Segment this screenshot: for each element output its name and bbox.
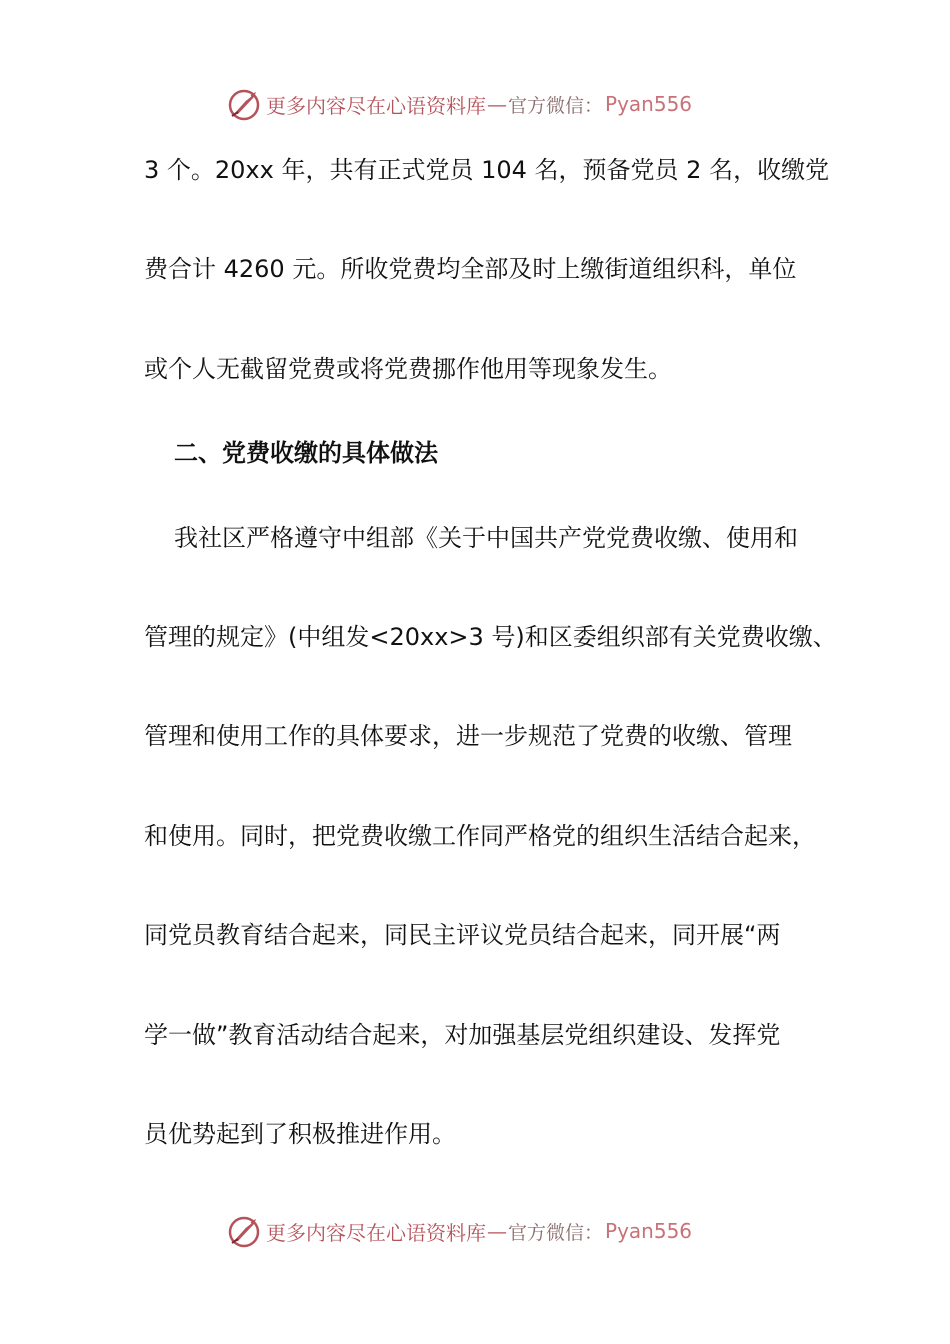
paragraph-line-7: 员优势起到了积极推进作用。 [144, 1120, 456, 1148]
watermark-wechat-id: Pyan556 [605, 1219, 693, 1243]
watermark-wechat-id: Pyan556 [605, 92, 693, 116]
body-line-1: 3 个。20xx 年，共有正式党员 104 名，预备党员 2 名，收缴党 [144, 156, 830, 184]
watermark-site-text: 更多内容尽在心语资料库 [266, 1220, 486, 1245]
section-heading: 二、党费收缴的具体做法 [174, 439, 438, 467]
watermark-dash: — [487, 92, 507, 116]
paragraph-line-6: 学一做”教育活动结合起来，对加强基层党组织建设、发挥党 [144, 1021, 781, 1049]
watermark-site-text: 更多内容尽在心语资料库 [266, 93, 486, 118]
footer-watermark [226, 1211, 692, 1251]
paragraph-line-5: 同党员教育结合起来，同民主评议党员结合起来，同开展“两 [144, 921, 781, 949]
paragraph-line-3: 管理和使用工作的具体要求，进一步规范了党费的收缴、管理 [144, 722, 792, 750]
watermark-dash: — [487, 1219, 507, 1243]
watermark-contact-label: 官方微信： [508, 1221, 604, 1244]
quill-pen-logo-icon [226, 1213, 262, 1249]
paragraph-line-4: 和使用。同时，把党费收缴工作同严格党的组织生活结合起来， [144, 822, 816, 850]
paragraph-line-2: 管理的规定》(中组发<20xx>3 号)和区委组织部有关党费收缴、 [144, 623, 837, 651]
body-line-3: 或个人无截留党费或将党费挪作他用等现象发生。 [144, 355, 672, 383]
quill-pen-logo-icon [226, 86, 262, 122]
header-watermark [226, 84, 692, 124]
watermark-contact-label: 官方微信： [508, 94, 604, 117]
body-line-2: 费合计 4260 元。所收党费均全部及时上缴街道组织科，单位 [144, 255, 797, 283]
paragraph-line-1: 我社区严格遵守中组部《关于中国共产党党费收缴、使用和 [174, 524, 798, 552]
